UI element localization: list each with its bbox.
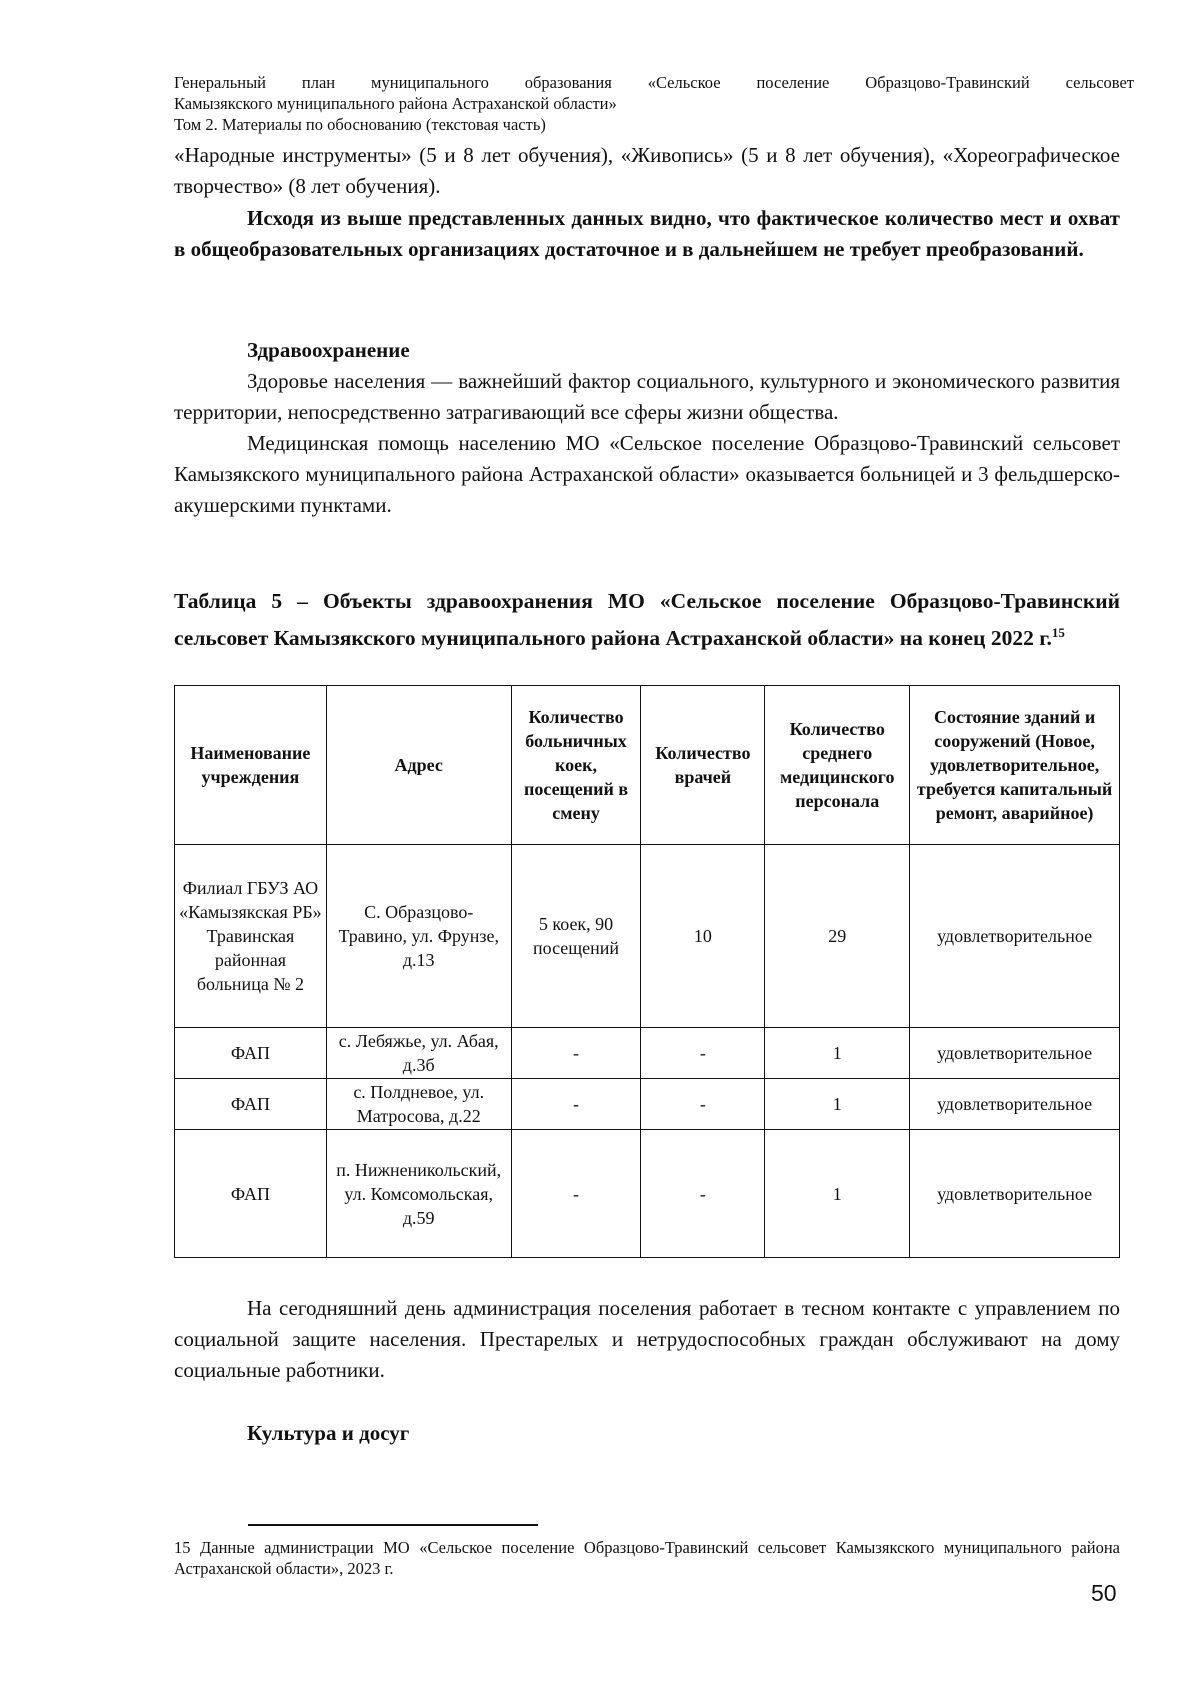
- footnote-number: 15: [174, 1538, 191, 1557]
- footnote-text: Данные администрации МО «Сельское поселение Образцово-Травинский сельсовет Камызякского муниципального района Астраханской области», 2023 г.: [174, 1538, 1121, 1578]
- footnote-separator: [248, 1524, 538, 1526]
- cell-staff: 1: [765, 1130, 910, 1258]
- health-heading: Здравоохранение: [247, 338, 410, 362]
- cell-state: удовлетворительное: [910, 1079, 1120, 1130]
- table-row: [175, 845, 1120, 1028]
- running-header: [174, 72, 1134, 135]
- cell-address: п. Нижненикольский, ул. Комсомольская, д.59: [326, 1130, 511, 1258]
- col-header-staff: Количество среднего медицинского персонала: [765, 686, 910, 845]
- table-row: [175, 1079, 1120, 1130]
- cell-doctors: -: [641, 1079, 765, 1130]
- social-block: [174, 1293, 1120, 1386]
- cell-staff: 1: [765, 1028, 910, 1079]
- table-caption-block: [174, 585, 1120, 654]
- table-row: [175, 1028, 1120, 1079]
- footnote: [174, 1537, 1120, 1579]
- col-header-state: Состояние зданий и сооружений (Новое, удовлетворительное, требуется капитальный ремонт, аварийное): [910, 686, 1120, 845]
- cell-state: удовлетворительное: [910, 1028, 1120, 1079]
- cell-name: Филиал ГБУЗ АО «Камызякская РБ» Травинская районная больница № 2: [175, 845, 327, 1028]
- cell-address: с. Лебяжье, ул. Абая, д.3б: [326, 1028, 511, 1079]
- cell-beds: -: [511, 1130, 641, 1258]
- footnote-ref: 15: [1051, 625, 1065, 640]
- cell-address: С. Образцово-Травино, ул. Фрунзе, д.13: [326, 845, 511, 1028]
- cell-name: ФАП: [175, 1130, 327, 1258]
- cell-beds: 5 коек, 90 посещений: [511, 845, 641, 1028]
- page-number: 50: [1091, 1580, 1117, 1606]
- col-header-address: Адрес: [326, 686, 511, 845]
- culture-section: [174, 1418, 1120, 1449]
- cell-name: ФАП: [175, 1028, 327, 1079]
- health-facilities-table: [174, 685, 1120, 1258]
- intro-continuation-block: [174, 140, 1120, 202]
- header-line-1: Генеральный план муниципального образования «Сельское поселение Образцово-Травинский сельсовет: [174, 73, 1134, 92]
- cell-name: ФАП: [175, 1079, 327, 1130]
- health-paragraph-2: Медицинская помощь населению МО «Сельское поселение Образцово-Травинский сельсовет Камызякского муниципального района Астраханской области» оказывается больницей и 3 фельдшерско-акушерскими пунктами.: [174, 431, 1120, 517]
- cell-address: с. Полдневое, ул. Матросова, д.22: [326, 1079, 511, 1130]
- intro-continuation: «Народные инструменты» (5 и 8 лет обучения), «Живопись» (5 и 8 лет обучения), «Хореографическое творчество» (8 лет обучения).: [174, 143, 1120, 198]
- cell-beds: -: [511, 1028, 641, 1079]
- cell-staff: 29: [765, 845, 910, 1028]
- culture-heading: Культура и досуг: [247, 1421, 410, 1445]
- col-header-name: Наименование учреждения: [175, 686, 327, 845]
- header-line-2: Камызякского муниципального района Астраханской области»: [174, 94, 617, 113]
- health-paragraph-1: Здоровье населения — важнейший фактор социального, культурного и экономического развития территории, непосредственно затрагивающий все сферы жизни общества.: [174, 369, 1120, 424]
- conclusion-block: [174, 203, 1120, 265]
- social-paragraph: На сегодняшний день администрация поселения работает в тесном контакте с управлением по социальной защите населения. Престарелых и нетрудоспособных граждан обслуживают на дому социальные работники.: [174, 1296, 1120, 1382]
- col-header-beds: Количество больничных коек, посещений в смену: [511, 686, 641, 845]
- table-header-row: [175, 686, 1120, 845]
- cell-beds: -: [511, 1079, 641, 1130]
- col-header-doctors: Количество врачей: [641, 686, 765, 845]
- cell-staff: 1: [765, 1079, 910, 1130]
- cell-doctors: -: [641, 1130, 765, 1258]
- health-section: [174, 335, 1120, 521]
- conclusion-paragraph: Исходя из выше представленных данных видно, что фактическое количество мест и охват в общеобразовательных организациях достаточное и в дальнейшем не требует преобразований.: [174, 206, 1120, 261]
- cell-state: удовлетворительное: [910, 1130, 1120, 1258]
- table-caption-text: Таблица 5 – Объекты здравоохранения МО «Сельское поселение Образцово-Травинский сельсовет Камызякского муниципального района Астраханской области» на конец 2022 г.: [174, 589, 1120, 651]
- cell-state: удовлетворительное: [910, 845, 1120, 1028]
- cell-doctors: -: [641, 1028, 765, 1079]
- header-line-3: Том 2. Материалы по обоснованию (текстовая часть): [174, 115, 546, 134]
- cell-doctors: 10: [641, 845, 765, 1028]
- table-caption: [174, 585, 1120, 654]
- table-row: [175, 1130, 1120, 1258]
